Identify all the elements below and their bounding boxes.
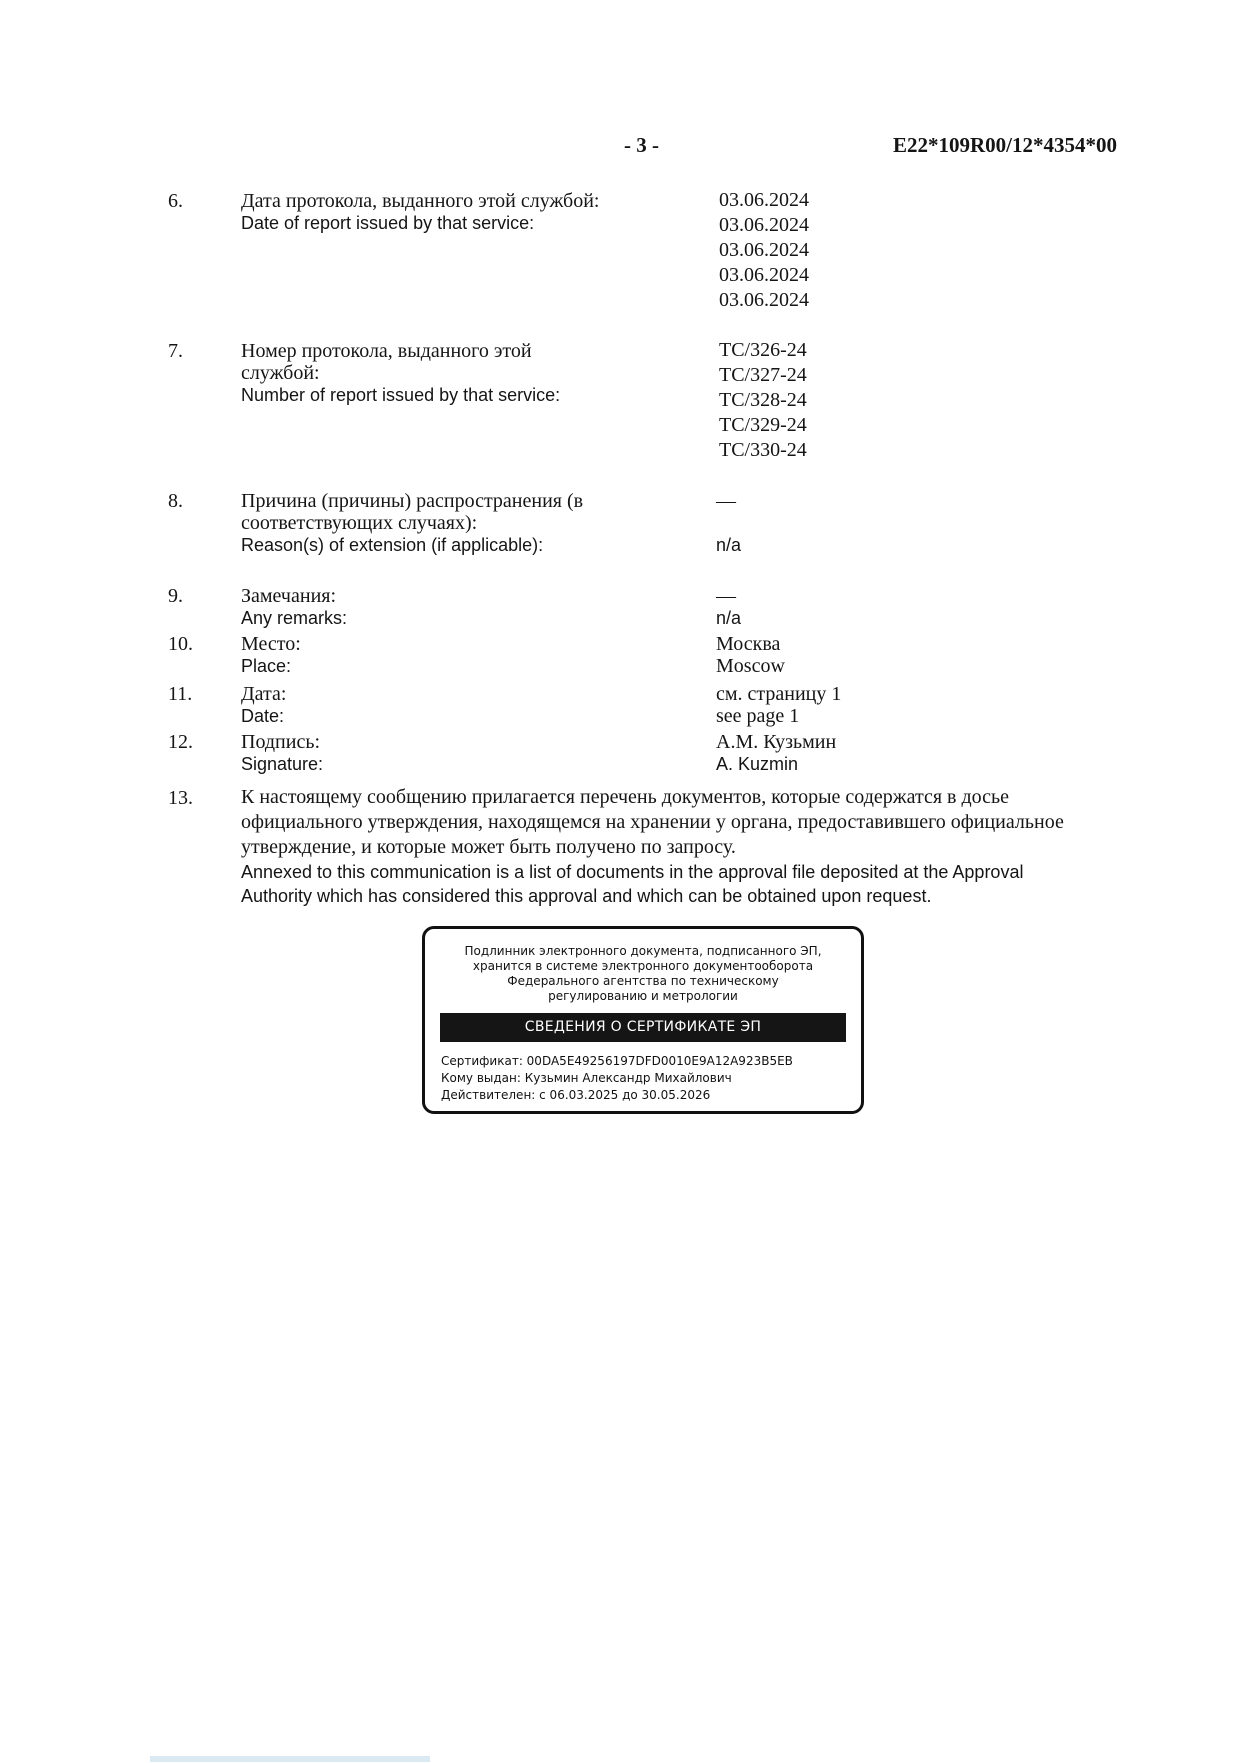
- item-9-values: [716, 585, 741, 629]
- item-6-value: 03.06.2024: [719, 189, 809, 211]
- document-id: E22*109R00/12*4354*00: [893, 133, 1118, 157]
- item-7-label-ru-2: службой:: [241, 362, 320, 384]
- item-10-values: [716, 633, 785, 677]
- stamp-header-line: Федерального агентства по техническому: [507, 974, 779, 988]
- item-8-label-ru-2: соответствующих случаях):: [241, 512, 478, 534]
- item-6-label-ru: Дата протокола, выданного этой службой:: [241, 190, 600, 212]
- stamp-certificate-banner: СВЕДЕНИЯ О СЕРТИФИКАТЕ ЭП: [440, 1013, 846, 1042]
- item-7-value: TC/326-24: [719, 339, 807, 361]
- item-7-value: TC/327-24: [719, 364, 807, 386]
- item-13-text-ru-1: К настоящему сообщению прилагается перечень документов, которые содержатся в досье: [241, 786, 1010, 808]
- item-9-number: 9.: [168, 585, 183, 607]
- item-11-label-ru: Дата:: [241, 683, 287, 705]
- item-7-value: TC/328-24: [719, 389, 807, 411]
- item-9-value-ru: —: [716, 585, 736, 607]
- item-12-value-en: A. Kuzmin: [716, 754, 799, 774]
- stamp-header: [425, 944, 861, 1004]
- item-11-value-en: see page 1: [716, 705, 800, 727]
- item-6-value: 03.06.2024: [719, 264, 809, 286]
- item-8-number: 8.: [168, 490, 183, 512]
- item-13-text: [241, 785, 1161, 908]
- item-8-value-ru: —: [716, 490, 736, 512]
- item-7-number: 7.: [168, 340, 183, 362]
- item-10-label-ru: Место:: [241, 633, 301, 655]
- item-7-label: [241, 340, 560, 406]
- item-13-number: 13.: [168, 787, 193, 809]
- stamp-issued-to: Кому выдан: Кузьмин Александр Михайлович: [441, 1071, 732, 1085]
- item-7-values: [719, 338, 807, 463]
- item-7-value: TC/330-24: [719, 439, 807, 461]
- item-10-number: 10.: [168, 633, 193, 655]
- item-11-value-ru: см. страницу 1: [716, 683, 842, 705]
- item-9-value-en: n/a: [716, 608, 742, 628]
- item-6-value: 03.06.2024: [719, 239, 809, 261]
- item-8-spacer: [716, 512, 741, 534]
- item-11-label-en: Date:: [241, 706, 285, 726]
- item-9-label-en: Any remarks:: [241, 608, 348, 628]
- item-11-number: 11.: [168, 683, 193, 705]
- stamp-certificate-info: [441, 1053, 793, 1104]
- item-9-label: [241, 585, 347, 629]
- item-13-text-ru-3: утверждение, и которые может быть получено по запросу.: [241, 836, 736, 858]
- item-12-number: 12.: [168, 731, 193, 753]
- item-7-value: TC/329-24: [719, 414, 807, 436]
- stamp-header-line: регулированию и метрологии: [548, 989, 738, 1003]
- item-6-value: 03.06.2024: [719, 214, 809, 236]
- item-12-value-ru: А.М. Кузьмин: [716, 731, 837, 753]
- stamp-certificate-number: Сертификат: 00DA5E49256197DFD0010E9A12A923B5EB: [441, 1054, 793, 1068]
- item-12-label: [241, 731, 323, 775]
- item-6-number: 6.: [168, 190, 183, 212]
- e-signature-stamp: [422, 926, 864, 1114]
- stamp-validity: Действителен: с 06.03.2025 до 30.05.2026: [441, 1088, 711, 1102]
- item-13-text-en-2: Authority which has considered this approval and which can be obtained upon request.: [241, 886, 932, 906]
- item-10-value-en: Moscow: [716, 655, 785, 677]
- stamp-header-line: хранится в системе электронного документооборота: [472, 959, 814, 973]
- item-11-label: [241, 683, 286, 727]
- item-11-values: [716, 683, 841, 727]
- item-7-label-ru-1: Номер протокола, выданного этой: [241, 340, 532, 362]
- item-8-values: [716, 490, 741, 556]
- item-8-label-en: Reason(s) of extension (if applicable):: [241, 535, 544, 555]
- item-12-values: [716, 731, 836, 775]
- item-6-label-en: Date of report issued by that service:: [241, 213, 535, 233]
- item-12-label-en: Signature:: [241, 754, 324, 774]
- item-13-text-en-1: Annexed to this communication is a list of documents in the approval file deposited at the Approval: [241, 862, 1024, 882]
- item-10-label: [241, 633, 301, 677]
- scan-edge-artifact: [150, 1756, 430, 1762]
- item-8-value-en: n/a: [716, 535, 742, 555]
- item-6-label: [241, 190, 599, 234]
- item-8-label-ru-1: Причина (причины) распространения (в: [241, 490, 584, 512]
- item-10-label-en: Place:: [241, 656, 292, 676]
- item-12-label-ru: Подпись:: [241, 731, 321, 753]
- item-7-label-en: Number of report issued by that service:: [241, 385, 561, 405]
- item-8-label: [241, 490, 583, 556]
- stamp-header-line: Подлинник электронного документа, подписанного ЭП,: [464, 944, 822, 958]
- item-13-text-ru-2: официального утверждения, находящемся на хранении у органа, предоставившего официальное: [241, 811, 1064, 833]
- item-10-value-ru: Москва: [716, 633, 781, 655]
- item-6-values: [719, 188, 809, 313]
- item-6-value: 03.06.2024: [719, 289, 809, 311]
- page-number: - 3 -: [624, 133, 659, 157]
- item-9-label-ru: Замечания:: [241, 585, 337, 607]
